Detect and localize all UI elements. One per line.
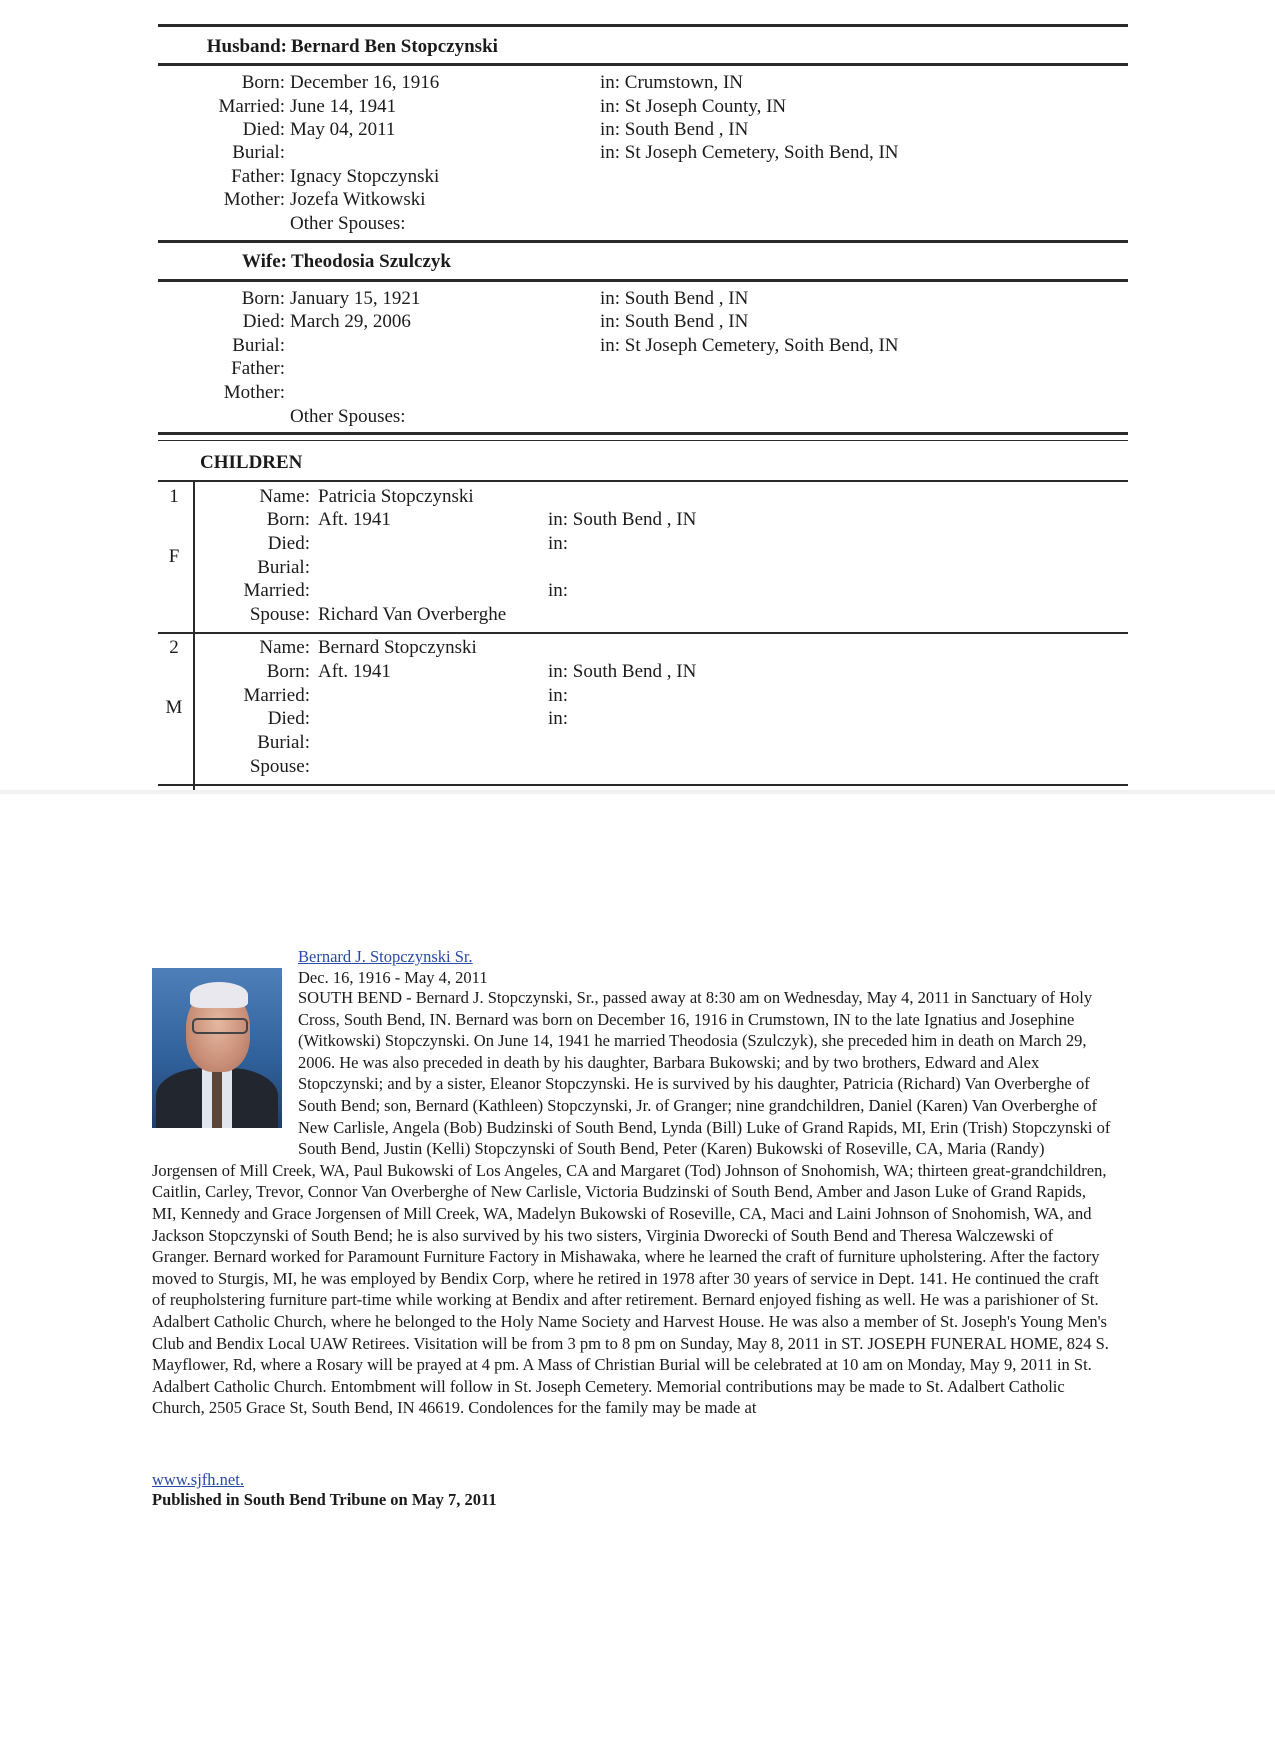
detail-label: Father: [231,166,285,187]
obituary-publication-note: Published in South Bend Tribune on May 7, 2011 [152,1490,497,1509]
detail-value: June 14, 1941 [290,96,397,117]
detail-label: Spouse: [249,604,310,625]
detail-label: Died: [267,708,310,729]
divider [158,63,1128,66]
detail-place: in: [548,533,569,554]
detail-value: Aft. 1941 [318,661,391,682]
detail-place: in: St Joseph County, IN [600,96,787,117]
detail-label: Mother: [223,189,285,210]
detail-label: Born: [266,509,310,530]
divider [158,240,1128,243]
obituary-body: SOUTH BEND - Bernard J. Stopczynski, Sr., passed away at 8:30 am on Wednesday, May 4, 2011 in Sanctuary of Holy Cross, South Bend, IN. Bernard was born on December 16, 1916 in Crumstown, IN to the late Ignatius and Josephine (Witkowski) Stopczynski. On June 14, 1941 he married Theodosia (Szulczyk), she preceded him in death on March 29, 2006. He was also preceded in death by his daughter, Barbara Bukowski; and by two brothers, Edward and Alex Stopczynski; and by a sister, Eleanor Stopczynski. He is survived by his daughter, Patricia (Richard) Van Overberghe of South Bend; son, Bernard (Kathleen) Stopczynski, Jr. of Granger; nine grandchildren, Daniel (Karen) Van Overberghe of New Carlisle, Angela (Bob) Budzinski of South Bend, Lynda (Bill) Luke of Grand Rapids, MI, Erin (Trish) Stopczynski of South Bend, Justin (Kelli) Stopczynski of South Bend, Peter (Karen) Bukowski of Roseville, CA, Maria (Randy) Jorgensen of Mill Creek, WA, Paul Bukowski of Los Angeles, CA and Margaret (Tod) Johnson of Snohomish, WA; thirteen great-grandchildren, Caitlin, Carley, Trevor, Connor Van Overberghe of New Carlisle, Victoria Budzinski of South Bend, Amber and Jason Luke of Grand Rapids, MI, Kennedy and Grace Jorgensen of Mill Creek, WA, Madelyn Bukowski of Roseville, CA, Maci and Laini Johnson of Snohomish, WA, and Jackson Stopczynski of South Bend; he is also survived by his two sisters, Virginia Dworecki of South Bend and Theresa Walczewski of Granger. Bernard worked for Paramount Furniture Factory in Mishawaka, where he learned the craft of furniture upholstering. After the factory moved to Sturgis, MI, he was employed by Bendix Corp, where he retired in 1978 after 30 years of service in Dept. 141. He continued the craft of reupholstering furniture part-time while working at Bendix and after retirement. Bernard enjoyed fishing as well. He was a parishioner of St. Adalbert Catholic Church, where he belonged to the Holy Name Society and Harvest House. He was also a member of St. Joseph's Young Men's Club and Bendix Local UAW Retirees. Visitation will be from 3 pm to 8 pm on Sunday, May 8, 2011 in ST. JOSEPH FUNERAL HOME, 824 S. Mayflower, Rd, where a Rosary will be prayed at 4 pm. A Mass of Christian Burial will be celebrated at 10 am on Monday, May 9, 2011 in St. Adalbert Catholic Church. Entombment will follow in St. Joseph Cemetery. Memorial contributions may be made to St. Adalbert Catholic Church, 2505 Grace St, South Bend, IN 46619. Condolences for the family may be made at [152,988,1111,1418]
detail-label: Born: [241,72,285,93]
detail-place: in: [548,580,569,601]
obituary-dates: Dec. 16, 1916 - May 4, 2011 [298,968,488,987]
detail-place: in: South Bend , IN [600,311,749,332]
detail-label: Burial: [232,142,285,163]
detail-place: in: South Bend , IN [600,119,749,140]
child-sex: M [165,697,183,718]
detail-label: Mother: [223,382,285,403]
detail-place: in: [548,685,569,706]
divider [158,279,1128,282]
divider [158,632,1128,634]
detail-place: in: [548,708,569,729]
detail-label: Born: [266,661,310,682]
detail-label: Burial: [257,732,310,753]
detail-place: in: South Bend , IN [548,509,697,530]
detail-value: March 29, 2006 [290,311,411,332]
detail-label: Burial: [257,557,310,578]
detail-label: Died: [267,533,310,554]
wife-name: Theodosia Szulczyk [291,251,451,272]
detail-value: May 04, 2011 [290,119,396,140]
husband-name: Bernard Ben Stopczynski [291,36,498,57]
divider [158,24,1128,27]
detail-label: Burial: [232,335,285,356]
divider [158,440,1128,441]
detail-value: January 15, 1921 [290,288,421,309]
obituary-name-link[interactable]: Bernard J. Stopczynski Sr. [298,947,473,966]
wife-heading-label: Wife: [241,251,287,272]
detail-place: in: St Joseph Cemetery, Soith Bend, IN [600,335,899,356]
children-heading: CHILDREN [200,452,303,473]
detail-value: Patricia Stopczynski [318,486,474,507]
detail-value: Bernard Stopczynski [318,637,477,658]
detail-place: in: St Joseph Cemetery, Soith Bend, IN [600,142,899,163]
husband-heading-label: Husband: [206,36,287,57]
other-spouses-label: Other Spouses: [290,213,406,234]
obituary-text [152,987,1112,1419]
detail-value: Richard Van Overberghe [318,604,507,625]
detail-label: Married: [243,580,310,601]
detail-value: Aft. 1941 [318,509,391,530]
divider [158,432,1128,435]
detail-label: Died: [242,311,285,332]
detail-value: Ignacy Stopczynski [290,166,440,187]
obituary-website-link[interactable]: www.sjfh.net. [152,1470,244,1489]
child-number: 1 [169,486,179,507]
detail-place: in: South Bend , IN [548,661,697,682]
detail-label: Name: [259,637,310,658]
divider [158,784,1128,786]
detail-label: Born: [241,288,285,309]
detail-place: in: Crumstown, IN [600,72,744,93]
detail-value: December 16, 1916 [290,72,440,93]
detail-label: Father: [231,358,285,379]
detail-label: Married: [243,685,310,706]
child-number: 2 [169,637,179,658]
detail-label: Name: [259,486,310,507]
divider [158,480,1128,482]
detail-value: Jozefa Witkowski [290,189,426,210]
child-sex: F [168,546,180,567]
detail-place: in: South Bend , IN [600,288,749,309]
scan-page-edge [0,790,1275,794]
photo-wrap-spacer [152,987,298,1159]
detail-label: Spouse: [249,756,310,777]
other-spouses-label: Other Spouses: [290,406,406,427]
detail-label: Married: [218,96,285,117]
detail-label: Died: [242,119,285,140]
